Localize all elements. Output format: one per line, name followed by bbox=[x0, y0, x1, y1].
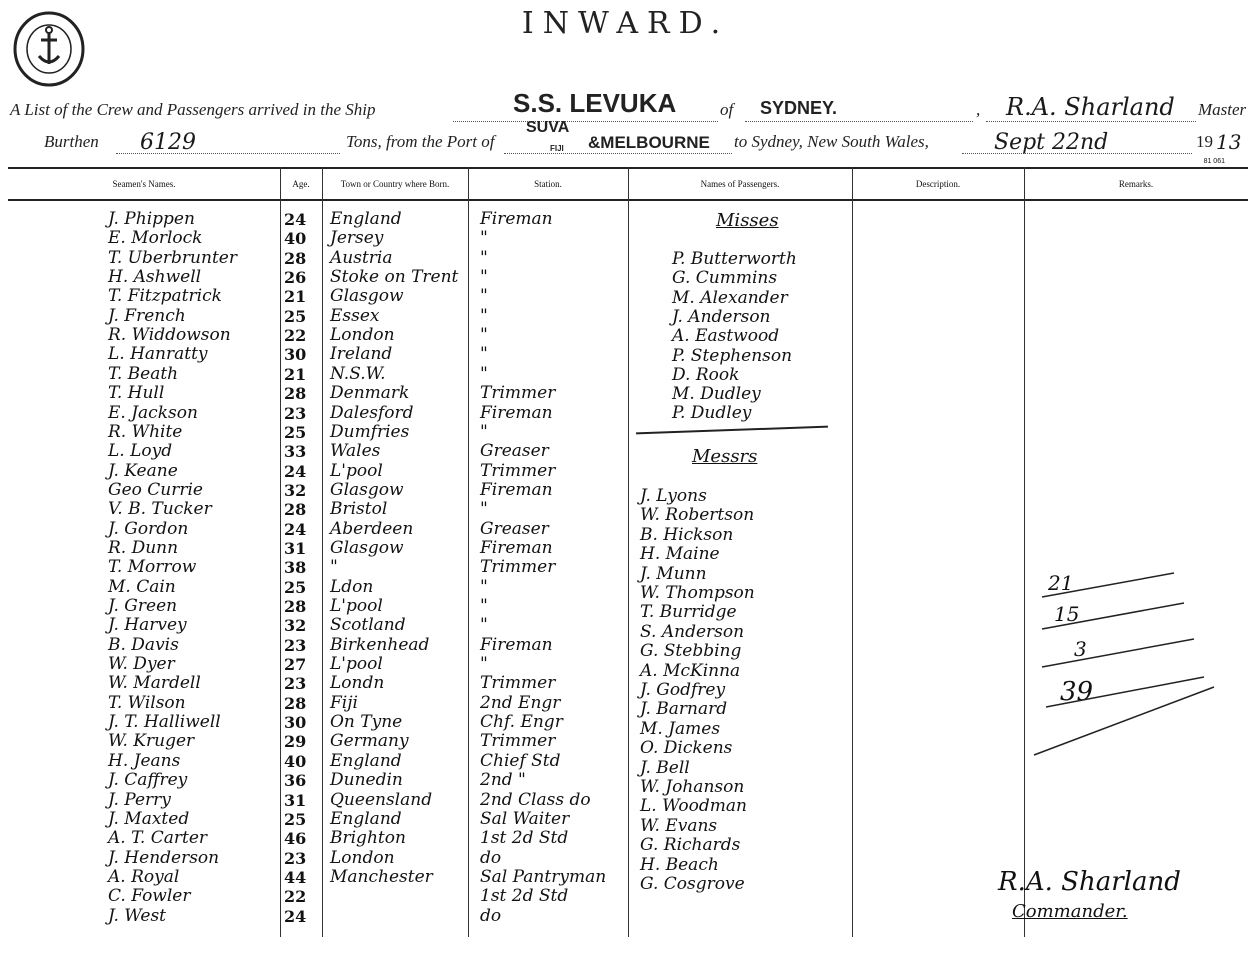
passenger-mr: T. Burridge bbox=[640, 602, 737, 623]
seaman-station: Fireman bbox=[480, 479, 553, 500]
passenger-mr: G. Stebbing bbox=[640, 641, 742, 662]
seaman-age: 24 bbox=[284, 906, 307, 926]
seaman-station: " bbox=[480, 344, 488, 365]
seaman-birthplace: Ireland bbox=[330, 344, 393, 365]
passenger-miss: A. Eastwood bbox=[672, 326, 780, 347]
misses-heading: Misses bbox=[716, 210, 779, 231]
seaman-age: 40 bbox=[284, 229, 307, 249]
divider bbox=[280, 167, 281, 937]
seaman-name: T. Uberbrunter bbox=[108, 247, 237, 268]
seaman-name: W. Kruger bbox=[108, 731, 195, 752]
passenger-mr: H. Beach bbox=[640, 854, 719, 875]
seaman-station: Fireman bbox=[480, 537, 553, 558]
commander-title: Commander. bbox=[1012, 901, 1128, 922]
seaman-name: L. Loyd bbox=[108, 441, 173, 462]
seaman-birthplace: L'pool bbox=[330, 460, 383, 481]
seaman-age: 25 bbox=[284, 306, 307, 326]
passenger-mr: W. Thompson bbox=[640, 583, 755, 603]
col-description: Description. bbox=[915, 179, 961, 189]
seaman-name: T. Hull bbox=[108, 383, 165, 404]
seaman-station: " bbox=[480, 363, 488, 384]
seaman-name: H. Jeans bbox=[108, 750, 181, 771]
seaman-age: 40 bbox=[284, 751, 307, 771]
seaman-age: 29 bbox=[284, 732, 307, 752]
passenger-mr: G. Cosgrove bbox=[640, 874, 745, 894]
seaman-name: H. Ashwell bbox=[108, 267, 202, 288]
master-field bbox=[986, 93, 1196, 122]
tally-value: 21 bbox=[1048, 571, 1074, 595]
seaman-birthplace: Denmark bbox=[330, 383, 410, 404]
seaman-station: " bbox=[480, 596, 488, 616]
seaman-age: 21 bbox=[284, 364, 307, 384]
seaman-station: Chief Std bbox=[480, 750, 561, 771]
seaman-name: M. Cain bbox=[108, 576, 176, 597]
seaman-name: J. Keane bbox=[108, 460, 178, 481]
seaman-birthplace: Dunedin bbox=[330, 770, 403, 791]
port-main: &MELBOURNE bbox=[588, 133, 710, 152]
home-port-field bbox=[745, 99, 973, 122]
year-prefix: 19 bbox=[1196, 132, 1213, 151]
passenger-mr: J. Bell bbox=[640, 757, 690, 778]
col-age: Age. bbox=[292, 179, 310, 189]
seaman-birthplace: Ldon bbox=[330, 576, 374, 597]
seaman-age: 44 bbox=[284, 867, 307, 887]
seaman-age: 24 bbox=[284, 461, 307, 481]
seaman-birthplace: Scotland bbox=[330, 615, 406, 636]
seaman-name: C. Fowler bbox=[108, 886, 191, 907]
seaman-name: J. Green bbox=[108, 596, 178, 616]
seaman-age: 27 bbox=[284, 655, 307, 675]
seaman-station: Trimmer bbox=[480, 673, 556, 694]
seaman-age: 28 bbox=[284, 693, 307, 713]
seaman-age: 23 bbox=[284, 403, 307, 423]
seaman-birthplace: Austria bbox=[330, 247, 393, 268]
tally-value: 15 bbox=[1054, 602, 1080, 626]
seaman-station: Sal Pantryman bbox=[480, 866, 607, 887]
seaman-name: B. Davis bbox=[108, 634, 179, 655]
seaman-age: 23 bbox=[284, 635, 307, 655]
seaman-birthplace: Dumfries bbox=[330, 421, 410, 442]
seaman-station: " bbox=[480, 499, 488, 520]
seaman-name: T. Beath bbox=[108, 363, 179, 384]
seaman-name: J. Harvey bbox=[108, 615, 187, 636]
seaman-age: 23 bbox=[284, 674, 307, 694]
seaman-birthplace: Fiji bbox=[330, 692, 358, 713]
passenger-mr: O. Dickens bbox=[640, 738, 733, 759]
commander-signature: R.A. Sharland bbox=[998, 867, 1181, 897]
seaman-name: T. Morrow bbox=[108, 557, 197, 578]
divider bbox=[852, 167, 853, 937]
seaman-station: 2nd " bbox=[480, 770, 526, 791]
seaman-birthplace: " bbox=[330, 557, 338, 578]
header-line-2 bbox=[10, 119, 1243, 158]
seaman-birthplace: Dalesford bbox=[330, 402, 414, 423]
passenger-miss: J. Anderson bbox=[672, 306, 771, 327]
seaman-name: J. Henderson bbox=[108, 847, 220, 868]
burthen-value: 6129 bbox=[140, 130, 196, 155]
seaman-age: 31 bbox=[284, 538, 307, 558]
seaman-station: 1st 2d Std bbox=[480, 886, 569, 907]
seaman-birthplace: Aberdeen bbox=[330, 518, 414, 539]
seaman-station: " bbox=[480, 267, 488, 288]
master-name: R.A. Sharland bbox=[1006, 93, 1175, 121]
seaman-birthplace: Germany bbox=[330, 731, 409, 752]
seaman-station: do bbox=[480, 847, 502, 868]
seaman-birthplace: Stoke on Trent bbox=[330, 267, 459, 288]
seaman-name: J. West bbox=[108, 905, 167, 926]
date-field bbox=[962, 131, 1192, 154]
date-value: Sept 22nd bbox=[994, 130, 1109, 155]
seaman-name: E. Jackson bbox=[108, 402, 198, 423]
seaman-station: " bbox=[480, 286, 488, 307]
divider bbox=[322, 167, 323, 937]
crew-passenger-table bbox=[8, 167, 1248, 967]
seaman-station: Fireman bbox=[480, 402, 553, 423]
seaman-name: J. T. Halliwell bbox=[108, 712, 221, 733]
seaman-name: W. Mardell bbox=[108, 673, 201, 694]
seaman-birthplace: Wales bbox=[330, 441, 381, 462]
seaman-age: 30 bbox=[284, 713, 307, 733]
seaman-birthplace: Glasgow bbox=[330, 537, 404, 558]
seaman-name: R. Widdowson bbox=[108, 325, 231, 346]
passenger-miss: M. Dudley bbox=[672, 384, 761, 405]
col-passengers: Names of Passengers. bbox=[700, 179, 780, 189]
header-line-1: A List of the Crew and Passengers arrived in the Ship S.S. LEVUKA of SYDNEY. , R.A. Sharland Master bbox=[10, 88, 1247, 121]
seaman-station: " bbox=[480, 615, 488, 636]
tons-label: Tons, from the Port of bbox=[346, 132, 495, 151]
col-remarks: Remarks. bbox=[1118, 179, 1154, 189]
passenger-mr: W. Evans bbox=[640, 815, 718, 836]
passenger-mr: B. Hickson bbox=[640, 524, 734, 545]
seaman-name: A. T. Carter bbox=[108, 828, 208, 849]
seaman-name: V. B. Tucker bbox=[108, 499, 212, 520]
seaman-name: R. Dunn bbox=[108, 537, 179, 558]
of-label: of bbox=[720, 100, 734, 119]
seaman-station: Trimmer bbox=[480, 383, 556, 404]
passenger-mr: W. Robertson bbox=[640, 505, 755, 526]
seaman-birthplace: Brighton bbox=[330, 828, 406, 849]
passenger-mr: H. Maine bbox=[640, 544, 720, 565]
intro-text: A List of the Crew and Passengers arrived in the Ship bbox=[10, 100, 376, 119]
seaman-name: J. Perry bbox=[108, 789, 171, 810]
seaman-name: J. Maxted bbox=[108, 808, 190, 829]
seaman-age: 28 bbox=[284, 384, 307, 404]
passenger-mr: A. McKinna bbox=[640, 660, 741, 681]
seaman-name: J. French bbox=[108, 305, 186, 326]
seaman-birthplace: England bbox=[330, 808, 402, 829]
passenger-mr: J. Godfrey bbox=[640, 680, 726, 700]
seaman-station: " bbox=[480, 576, 488, 597]
seaman-age: 22 bbox=[284, 887, 307, 907]
seaman-station: " bbox=[480, 325, 488, 346]
seaman-name: J. Caffrey bbox=[108, 770, 188, 791]
passenger-mr: M. James bbox=[640, 718, 721, 739]
seaman-birthplace: L'pool bbox=[330, 654, 383, 675]
seaman-birthplace: Glasgow bbox=[330, 479, 404, 500]
seaman-station: do bbox=[480, 905, 502, 926]
seaman-name: T. Fitzpatrick bbox=[108, 286, 222, 307]
seaman-name: A. Royal bbox=[108, 866, 180, 887]
seaman-birthplace: London bbox=[330, 847, 395, 868]
year-suffix: 13 bbox=[1216, 130, 1242, 154]
seaman-name: J. Gordon bbox=[108, 518, 189, 539]
seaman-name: Geo Currie bbox=[108, 479, 203, 500]
passenger-mr: L. Woodman bbox=[640, 796, 747, 817]
burthen-field bbox=[116, 131, 340, 154]
home-port: SYDNEY. bbox=[760, 98, 838, 118]
seaman-birthplace: On Tyne bbox=[330, 712, 403, 733]
to-label: to Sydney, New South Wales, bbox=[734, 132, 929, 151]
seaman-birthplace: Queensland bbox=[330, 789, 433, 810]
form-number: 81 061 bbox=[1203, 158, 1225, 165]
seaman-age: 36 bbox=[284, 771, 307, 791]
seaman-age: 24 bbox=[284, 210, 307, 229]
seaman-station: " bbox=[480, 247, 488, 268]
seaman-age: 30 bbox=[284, 345, 307, 365]
passenger-mr: J. Barnard bbox=[640, 699, 728, 720]
divider bbox=[468, 167, 469, 937]
seaman-station: Chf. Engr bbox=[480, 712, 563, 733]
passenger-mr: W. Johanson bbox=[640, 777, 745, 797]
passenger-miss: P. Dudley bbox=[672, 403, 752, 424]
seaman-station: Fireman bbox=[480, 209, 553, 229]
col-born: Town or Country where Born. bbox=[340, 179, 450, 189]
passenger-miss: G. Cummins bbox=[672, 268, 778, 289]
seaman-name: T. Wilson bbox=[108, 692, 186, 713]
seaman-name: E. Morlock bbox=[108, 228, 203, 249]
seaman-age: 46 bbox=[284, 829, 307, 849]
port-top: SUVA bbox=[526, 119, 570, 136]
seaman-station: 1st 2d Std bbox=[480, 828, 569, 849]
seaman-name: L. Hanratty bbox=[108, 344, 208, 365]
seaman-age: 32 bbox=[284, 616, 307, 636]
seaman-age: 22 bbox=[284, 326, 307, 346]
passenger-mr: S. Anderson bbox=[640, 621, 745, 642]
col-station: Station. bbox=[534, 179, 562, 189]
seaman-age: 33 bbox=[284, 442, 307, 462]
seaman-station: Greaser bbox=[480, 441, 549, 462]
passenger-miss: P. Butterworth bbox=[672, 249, 797, 269]
passenger-mr: J. Lyons bbox=[640, 486, 707, 506]
passenger-mr: J. Munn bbox=[640, 563, 707, 584]
master-label: Master bbox=[1198, 100, 1247, 119]
passenger-miss: P. Stephenson bbox=[672, 345, 793, 366]
seaman-station: Trimmer bbox=[480, 557, 556, 578]
tally-value: 39 bbox=[1060, 677, 1094, 707]
seaman-station: Trimmer bbox=[480, 460, 556, 481]
divider bbox=[1024, 167, 1025, 937]
seaman-birthplace: England bbox=[330, 750, 402, 771]
seaman-birthplace: N.S.W. bbox=[330, 363, 386, 384]
seaman-name: R. White bbox=[108, 421, 183, 442]
tally-value: 3 bbox=[1074, 637, 1087, 661]
seaman-station: 2nd Engr bbox=[480, 692, 561, 713]
seaman-station: " bbox=[480, 654, 488, 675]
seaman-station: " bbox=[480, 305, 488, 326]
seaman-station: " bbox=[480, 228, 488, 249]
seaman-age: 28 bbox=[284, 500, 307, 520]
seaman-birthplace: Manchester bbox=[330, 866, 433, 887]
seaman-age: 25 bbox=[284, 422, 307, 442]
passenger-miss: D. Rook bbox=[672, 364, 740, 385]
seaman-birthplace: Essex bbox=[330, 305, 380, 326]
col-seamen: Seamen's Names. bbox=[112, 179, 176, 189]
page-title: INWARD. bbox=[521, 6, 730, 41]
seaman-station: " bbox=[480, 421, 488, 442]
seaman-age: 28 bbox=[284, 597, 307, 616]
seaman-age: 23 bbox=[284, 848, 307, 868]
seaman-birthplace: Jersey bbox=[330, 228, 384, 249]
seaman-station: Greaser bbox=[480, 518, 549, 539]
port-fiji: FIJI bbox=[550, 144, 564, 153]
burthen-label: Burthen bbox=[44, 132, 99, 151]
seaman-age: 28 bbox=[284, 248, 307, 268]
seaman-station: Trimmer bbox=[480, 731, 556, 752]
seaman-age: 21 bbox=[284, 287, 307, 307]
port-field bbox=[504, 119, 732, 154]
passenger-separator bbox=[636, 426, 828, 435]
seaman-age: 25 bbox=[284, 577, 307, 597]
seaman-age: 25 bbox=[284, 809, 307, 829]
seaman-name: J. Phippen bbox=[108, 209, 195, 229]
seaman-birthplace: L'pool bbox=[330, 596, 383, 616]
seaman-station: 2nd Class do bbox=[480, 789, 591, 810]
seaman-station: Sal Waiter bbox=[480, 808, 570, 829]
seaman-station: Fireman bbox=[480, 634, 553, 655]
seaman-birthplace: Bristol bbox=[330, 499, 388, 520]
seaman-age: 26 bbox=[284, 268, 307, 288]
seaman-birthplace: Birkenhead bbox=[330, 634, 430, 655]
ship-name: S.S. LEVUKA bbox=[513, 88, 677, 118]
seaman-name: W. Dyer bbox=[108, 654, 175, 675]
seaman-age: 31 bbox=[284, 790, 307, 810]
seaman-birthplace: Glasgow bbox=[330, 286, 404, 307]
seaman-birthplace: London bbox=[330, 325, 395, 346]
seaman-birthplace: England bbox=[330, 209, 402, 229]
divider bbox=[628, 167, 629, 937]
seaman-birthplace: Londn bbox=[330, 673, 385, 694]
messrs-heading: Messrs bbox=[692, 446, 758, 467]
seaman-age: 38 bbox=[284, 558, 307, 578]
seaman-age: 24 bbox=[284, 519, 307, 539]
tally-strokes bbox=[1024, 567, 1224, 757]
seaman-age: 32 bbox=[284, 480, 307, 500]
passenger-miss: M. Alexander bbox=[672, 287, 788, 308]
ship-field bbox=[453, 88, 718, 122]
passenger-mr: G. Richards bbox=[640, 835, 741, 856]
